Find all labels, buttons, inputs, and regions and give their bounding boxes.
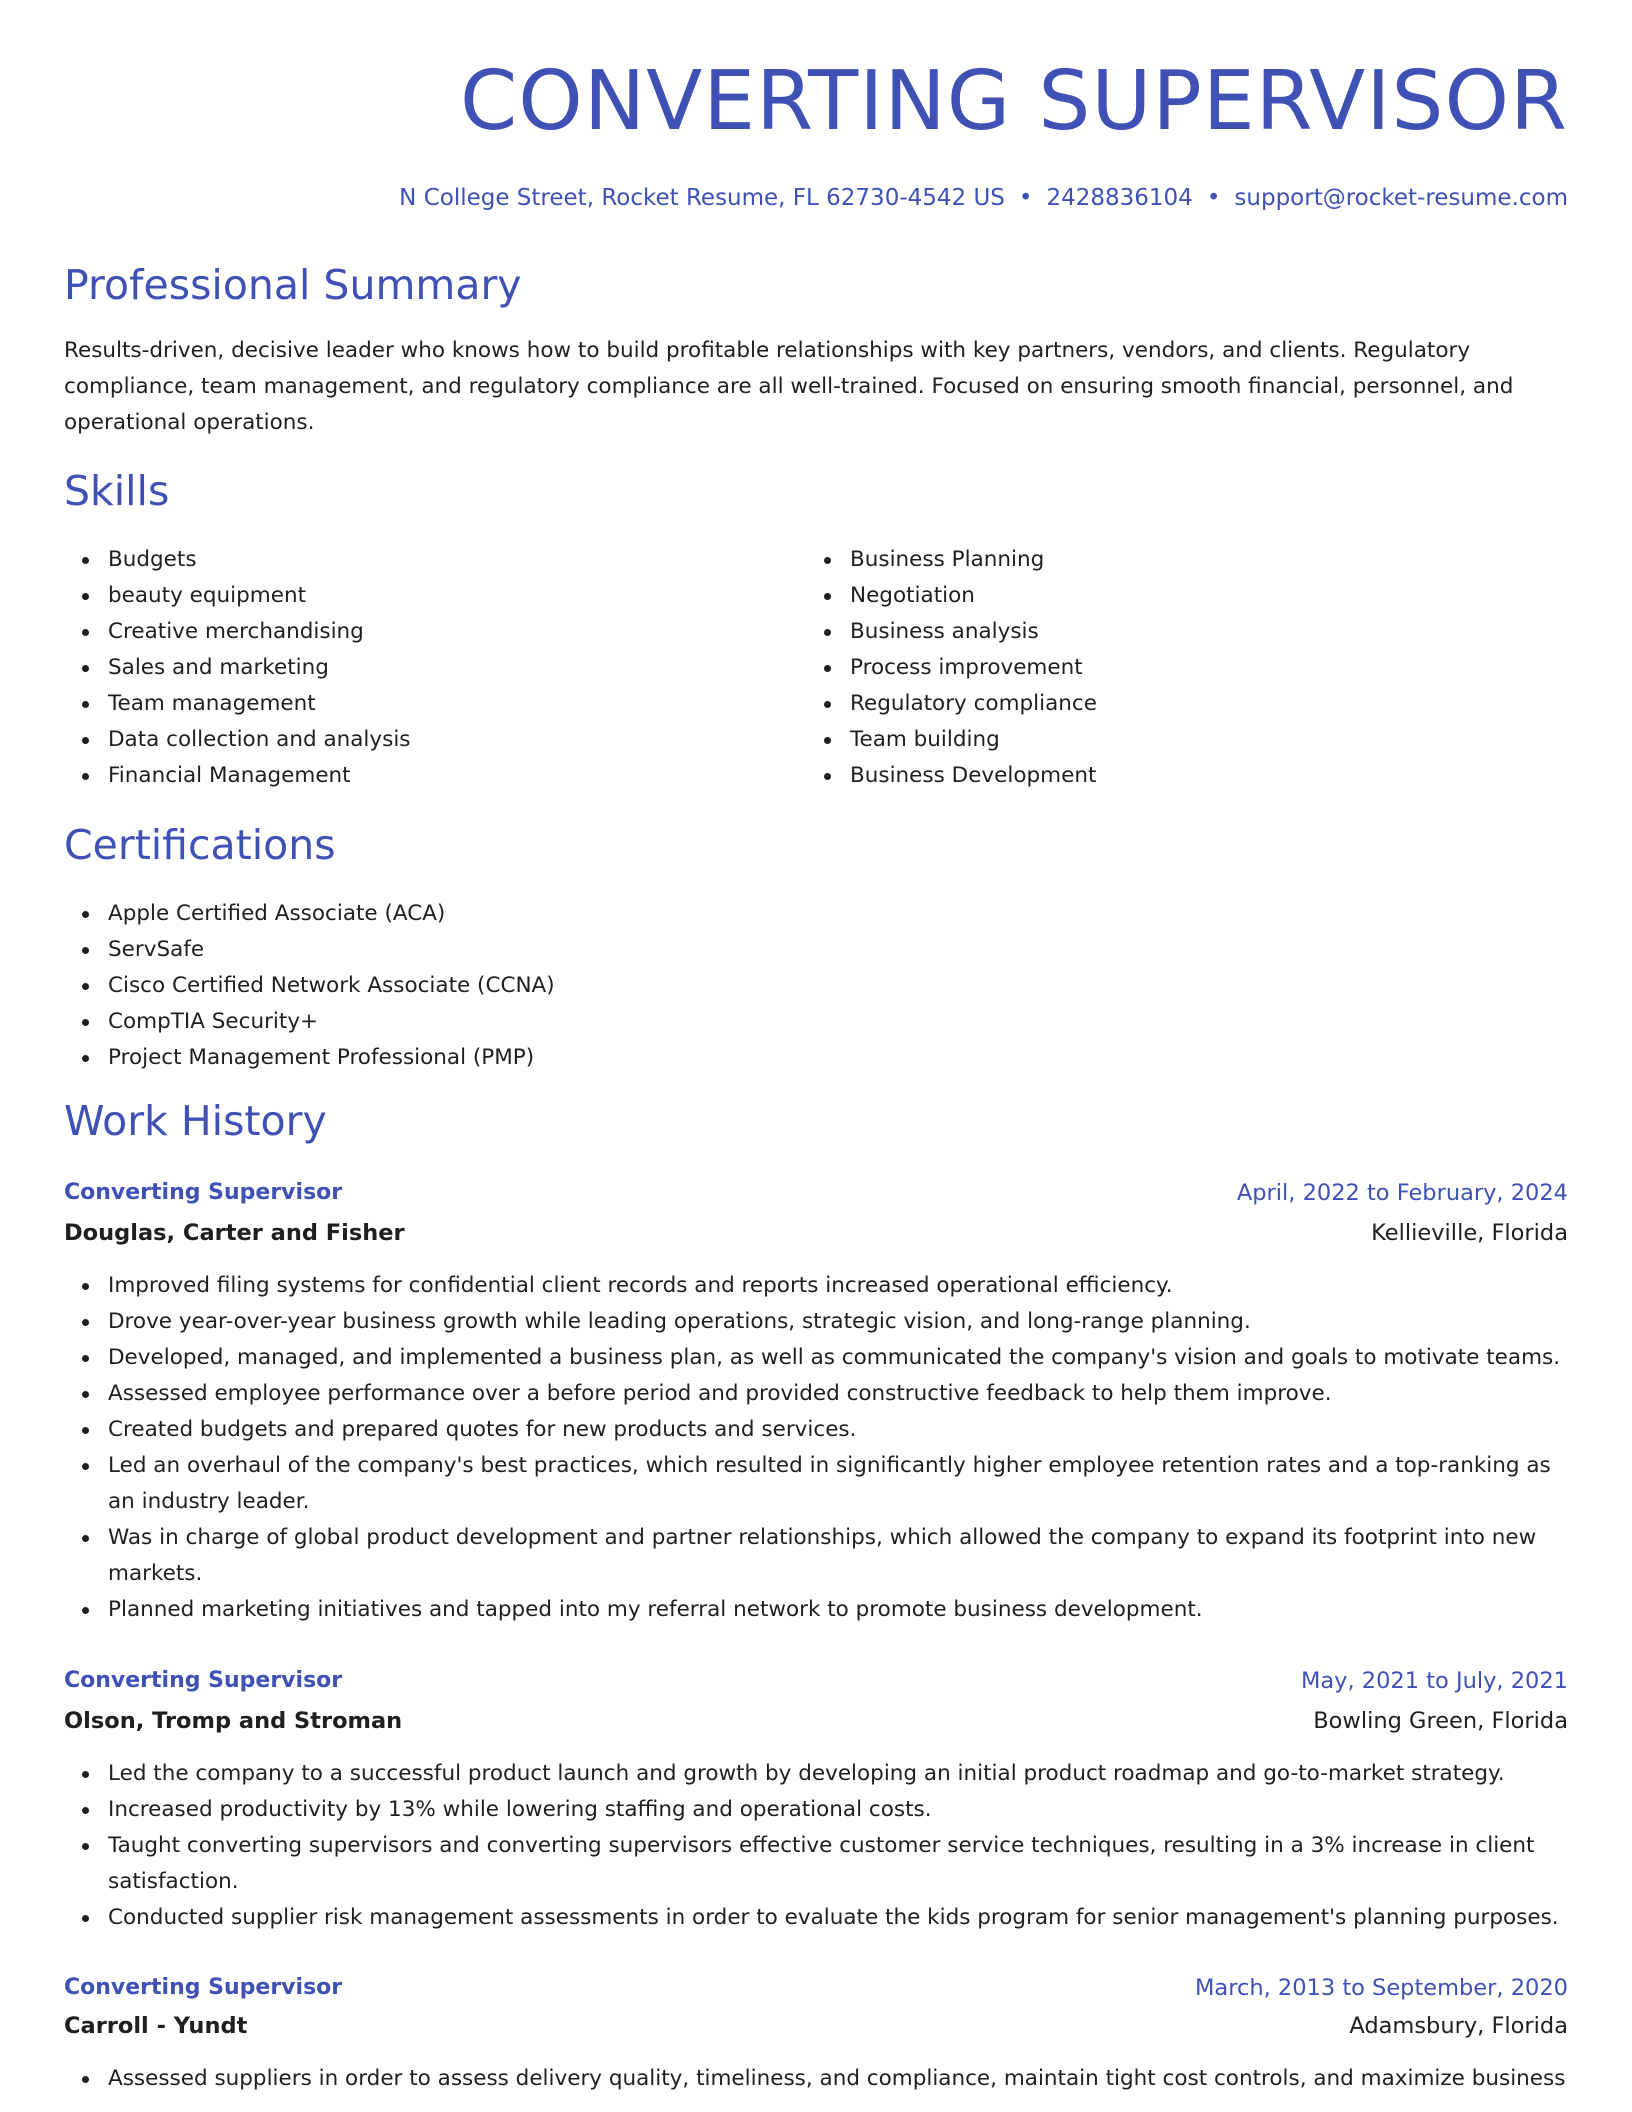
job-title-row: [64, 1176, 1568, 1216]
summary-heading: Professional Summary: [64, 261, 522, 309]
job-bullet: Increased productivity by 13% while lowering staffing and operational costs.: [108, 1792, 1568, 1828]
job-bullet: Led the company to a successful product launch and growth by developing an initial product roadmap and go-to-market strategy.: [108, 1756, 1568, 1792]
certification-item: CompTIA Security+: [108, 1004, 1064, 1040]
work-history-heading: Work History: [64, 1097, 327, 1145]
contact-email: support@rocket-resume.com: [1234, 185, 1568, 211]
job-title: Converting Supervisor: [64, 1668, 343, 1693]
skill-item: Negotiation: [850, 578, 1506, 614]
job-bullet: Planned marketing initiatives and tapped into my referral network to promote business development.: [108, 1592, 1568, 1628]
job-location: Adamsbury, Florida: [1349, 2013, 1568, 2039]
skill-item: Business Development: [850, 758, 1506, 794]
resume-name: CONVERTING SUPERVISOR: [460, 54, 1568, 149]
job-title: Converting Supervisor: [64, 1975, 343, 2000]
skills-list-left: [64, 542, 764, 794]
job-bullet: Was in charge of global product development and partner relationships, which allowed the company to expand its footprint into new markets.: [108, 1520, 1568, 1592]
job-company-row: [64, 1704, 1568, 1744]
job-bullet: Created budgets and prepared quotes for new products and services.: [108, 1412, 1568, 1448]
job-bullet: Conducted supplier risk management assessments in order to evaluate the kids program for senior management's planning purposes.: [108, 1900, 1568, 1936]
job-company-row: [64, 1216, 1568, 1256]
certifications-section: [64, 896, 1064, 1076]
job-location: Bowling Green, Florida: [1313, 1708, 1568, 1734]
certification-item: Cisco Certified Network Associate (CCNA): [108, 968, 1064, 1004]
job-bullets: [64, 1756, 1568, 1936]
contact-line: [399, 181, 1568, 215]
job-bullet: Assessed employee performance over a before period and provided constructive feedback to help them improve.: [108, 1376, 1568, 1412]
job-bullets: [64, 2061, 1568, 2097]
job-company: Carroll - Yundt: [64, 2013, 248, 2039]
job-bullet: Developed, managed, and implemented a business plan, as well as communicated the company's vision and goals to motivate teams.: [108, 1340, 1568, 1376]
certification-item: Project Management Professional (PMP): [108, 1040, 1064, 1076]
job-dates: May, 2021 to July, 2021: [1300, 1668, 1568, 1694]
certification-item: ServSafe: [108, 932, 1064, 968]
skill-item: Business analysis: [850, 614, 1506, 650]
certification-item: Apple Certified Associate (ACA): [108, 896, 1064, 932]
job-location: Kellieville, Florida: [1371, 1220, 1568, 1246]
job-bullet: Assessed suppliers in order to assess delivery quality, timeliness, and compliance, maintain tight cost controls, and maximize business: [108, 2061, 1568, 2097]
certifications-heading: Certifications: [64, 821, 336, 869]
skill-item: Data collection and analysis: [108, 722, 764, 758]
skills-heading: Skills: [64, 467, 170, 515]
job-title-row: [64, 1664, 1568, 1704]
contact-phone: 2428836104: [1046, 185, 1193, 211]
job-dates: April, 2022 to February, 2024: [1236, 1180, 1568, 1206]
job-bullets: [64, 1268, 1568, 1628]
skill-item: Financial Management: [108, 758, 764, 794]
job-bullet: Taught converting supervisors and converting supervisors effective customer service techniques, resulting in a 3% increase in client satisfaction.: [108, 1828, 1568, 1900]
job-title: Converting Supervisor: [64, 1180, 343, 1205]
summary-text: Results-driven, decisive leader who knows how to build profitable relationships with key partners, vendors, and clients. Regulatory compliance, team management, and regulatory compliance are all well-trained. Focused on ensuring smooth financial, personnel, and operational operations.: [64, 338, 1514, 435]
contact-address: N College Street, Rocket Resume, FL 62730-4542 US: [399, 185, 1005, 211]
job-company: Douglas, Carter and Fisher: [64, 1220, 405, 1246]
job-entry: [64, 1176, 1568, 1628]
job-entry: [64, 1664, 1568, 1936]
skill-item: Process improvement: [850, 650, 1506, 686]
job-bullet: Drove year-over-year business growth while leading operations, strategic vision, and long-range planning.: [108, 1304, 1568, 1340]
job-bullet: Improved filing systems for confidential client records and reports increased operational efficiency.: [108, 1268, 1568, 1304]
skill-item: beauty equipment: [108, 578, 764, 614]
skill-item: Business Planning: [850, 542, 1506, 578]
skills-column-right: [806, 542, 1506, 794]
skills-list-right: [806, 542, 1506, 794]
job-dates: March, 2013 to September, 2020: [1195, 1975, 1568, 2001]
skills-column-left: [64, 542, 764, 794]
job-company: Olson, Tromp and Stroman: [64, 1708, 403, 1734]
contact-separator: •: [1206, 185, 1221, 211]
certifications-list: [64, 896, 1064, 1076]
skill-item: Team management: [108, 686, 764, 722]
contact-separator: •: [1018, 185, 1033, 211]
job-company-row: [64, 2009, 1568, 2049]
skill-item: Team building: [850, 722, 1506, 758]
skill-item: Sales and marketing: [108, 650, 764, 686]
skill-item: Regulatory compliance: [850, 686, 1506, 722]
skill-item: Creative merchandising: [108, 614, 764, 650]
skill-item: Budgets: [108, 542, 764, 578]
job-title-row: [64, 1971, 1568, 2009]
job-entry: [64, 1971, 1568, 2097]
job-bullet: Led an overhaul of the company's best practices, which resulted in significantly higher employee retention rates and a top-ranking as an industry leader.: [108, 1448, 1568, 1520]
